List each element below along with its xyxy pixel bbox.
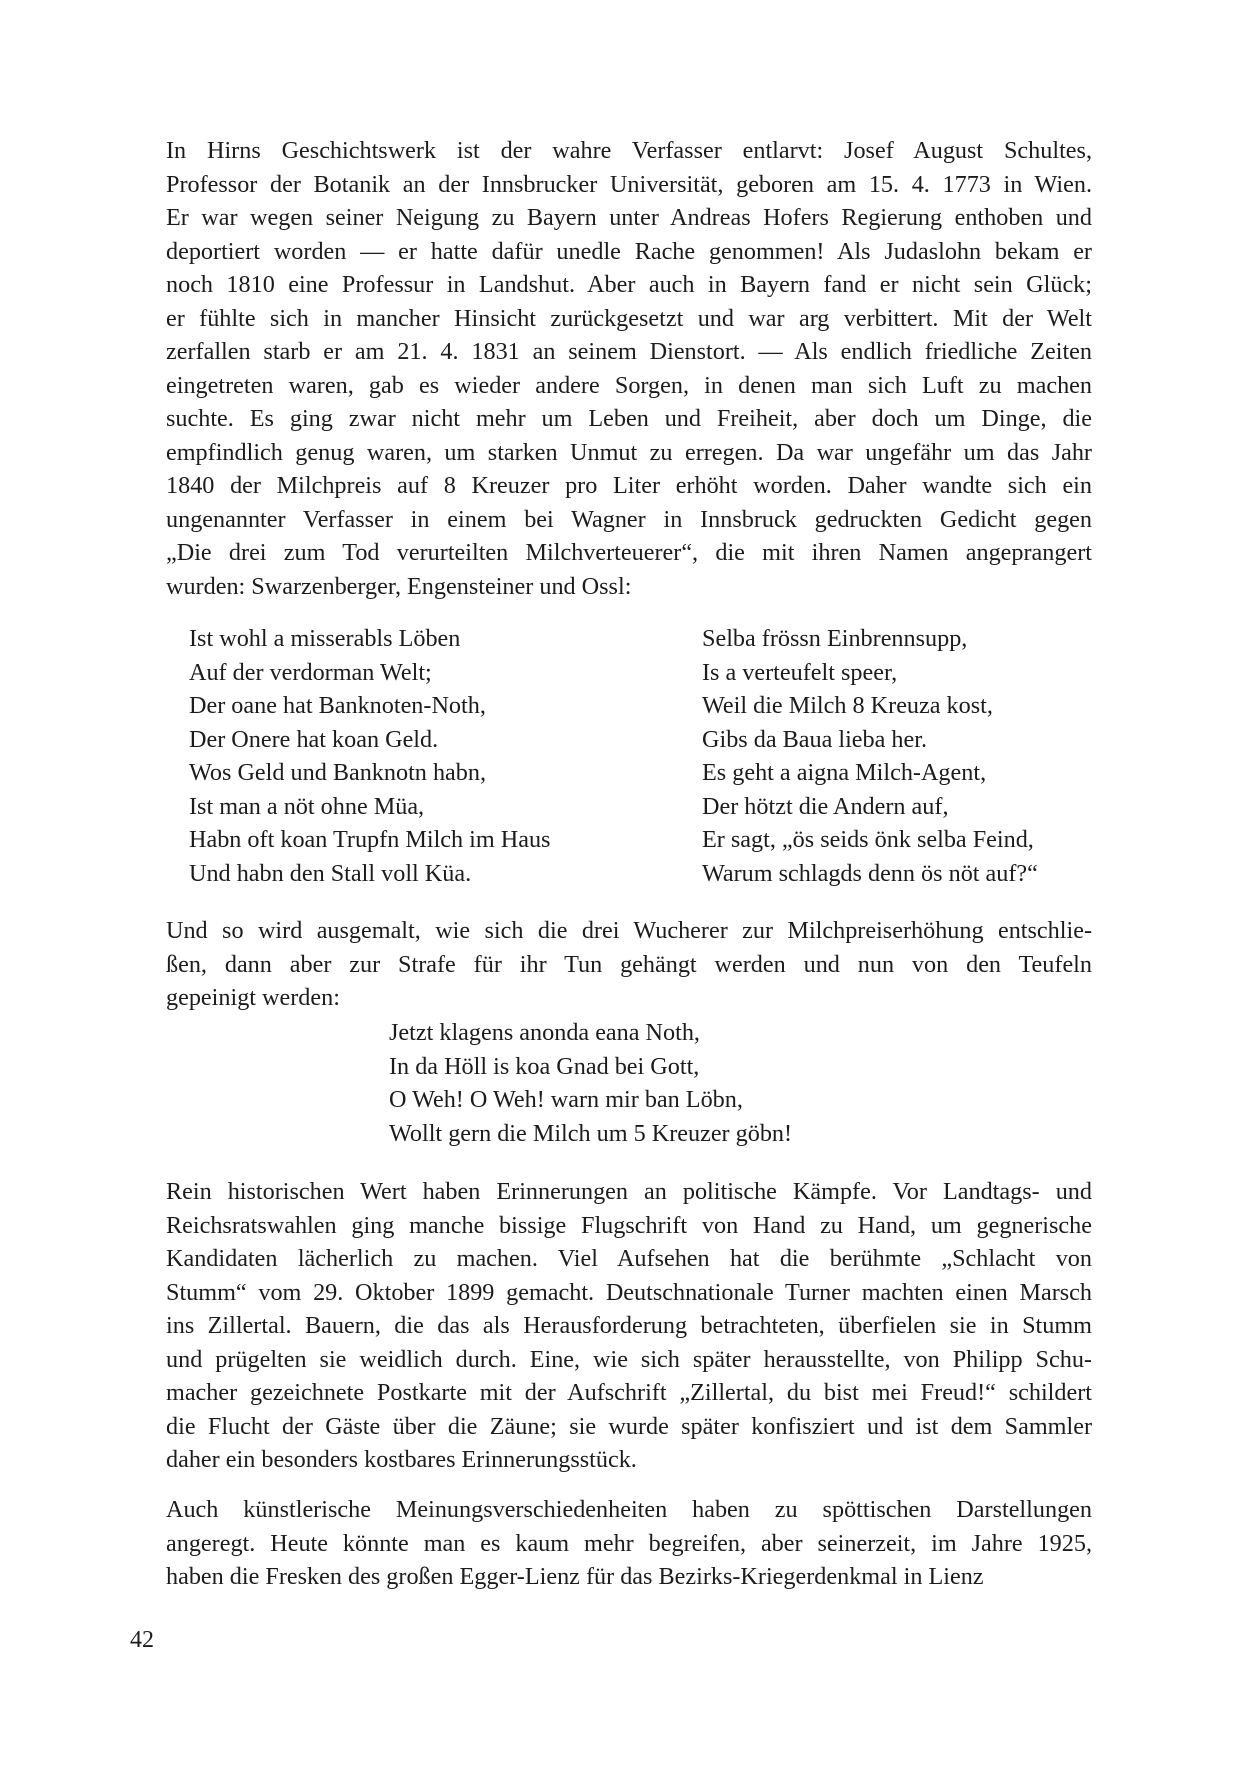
- text-line: wurden: Swarzenberger, Engensteiner und Ossl:: [166, 572, 632, 600]
- verse-line: Und habn den Stall voll Küa.: [189, 859, 472, 887]
- verse-line: O Weh! O Weh! warn mir ban Löbn,: [389, 1086, 743, 1113]
- text-line: Er war wegen seiner Neigung zu Bayern unter Andreas Hofers Regierung enthoben und: [166, 204, 1092, 231]
- verse-line: Der Onere hat koan Geld.: [189, 725, 439, 753]
- text-line: 1840 der Milchpreis auf 8 Kreuzer pro Liter erhöht worden. Daher wandte sich ein: [166, 472, 1092, 499]
- verse-line: Habn oft koan Trupfn Milch im Haus: [189, 826, 551, 853]
- verse-line: Warum schlagds denn ös nöt auf?“: [702, 859, 1038, 887]
- text-line: die Flucht der Gäste über die Zäune; sie wurde später konfisziert und ist dem Sammler: [166, 1412, 1092, 1440]
- paragraph-wucherer: [166, 914, 1092, 1015]
- verse-line: Er sagt, „ös seids önk selba Feind,: [702, 826, 1034, 853]
- text-line: Stumm“ vom 29. Oktober 1899 gemacht. Deutschnationale Turner machten einen Marsch: [166, 1278, 1092, 1306]
- page-number: 42: [130, 1627, 154, 1653]
- text-line: Und so wird ausgemalt, wie sich die drei Wucherer zur Milchpreiserhöhung entschlie-: [166, 917, 1092, 944]
- poem-left-column: [189, 622, 550, 890]
- text-line: In Hirns Geschichtswerk ist der wahre Verfasser entlarvt: Josef August Schultes,: [166, 137, 1092, 164]
- text-line: eingetreten waren, gab es wieder andere Sorgen, in denen man sich Luft zu machen: [166, 371, 1092, 399]
- text-line: daher ein besonders kostbares Erinnerungsstück.: [166, 1446, 637, 1473]
- text-line: Auch künstlerische Meinungsverschiedenheiten haben zu spöttischen Darstellungen: [166, 1496, 1092, 1523]
- verse-line: Ist wohl a misserabls Löben: [189, 625, 461, 652]
- paragraph-egger-lienz: [166, 1493, 1092, 1594]
- poem-right-column: [702, 622, 1038, 890]
- verse-line: Selba frössn Einbrennsupp,: [702, 625, 968, 652]
- text-line: empfindlich genug waren, um starken Unmut zu erregen. Da war ungefähr um das Jahr: [166, 438, 1092, 466]
- verse-line: Der hötzt die Andern auf,: [702, 792, 949, 820]
- text-line: ins Zillertal. Bauern, die das als Herausforderung betrachteten, überfielen sie in Stumm: [166, 1312, 1092, 1339]
- text-line: Reichsratswahlen ging manche bissige Flugschrift von Hand zu Hand, um gegnerische: [166, 1211, 1092, 1239]
- text-line: und prügelten sie weidlich durch. Eine, wie sich später herausstellte, von Philipp Schu-: [166, 1345, 1092, 1373]
- text-line: er fühlte sich in mancher Hinsicht zurückgesetzt und war arg verbittert. Mit der Welt: [166, 304, 1092, 332]
- verse-line: In da Höll is koa Gnad bei Gott,: [389, 1052, 700, 1080]
- text-line: Kandidaten lächerlich zu machen. Viel Aufsehen hat die berühmte „Schlacht von: [166, 1245, 1092, 1272]
- verse-line: Jetzt klagens anonda eana Noth,: [389, 1019, 700, 1046]
- text-line: ungenannter Verfasser in einem bei Wagner in Innsbruck gedruckten Gedicht gegen: [166, 505, 1092, 533]
- text-line: gepeinigt werden:: [166, 984, 340, 1011]
- text-line: suchte. Es ging zwar nicht mehr um Leben und Freiheit, aber doch um Dinge, die: [166, 405, 1092, 432]
- verse-line: Is a verteufelt speer,: [702, 658, 898, 686]
- text-line: haben die Fresken des großen Egger-Lienz für das Bezirks-Kriegerdenkmal in Lienz: [166, 1563, 984, 1590]
- text-line: ßen, dann aber zur Strafe für ihr Tun gehängt werden und nun von den Teufeln: [166, 950, 1092, 978]
- poem-center: [389, 1016, 792, 1150]
- verse-line: Auf der verdorman Welt;: [189, 658, 432, 686]
- verse-line: Gibs da Baua lieba her.: [702, 725, 928, 753]
- text-line: Professor der Botanik an der Innsbrucker Universität, geboren am 15. 4. 1773 in Wien.: [166, 170, 1092, 198]
- paragraph-schultes: [166, 134, 1092, 603]
- text-line: zerfallen starb er am 21. 4. 1831 an seinem Dienstort. — Als endlich friedliche Zeiten: [166, 338, 1092, 365]
- verse-line: Der oane hat Banknoten-Noth,: [189, 692, 486, 719]
- verse-line: Ist man a nöt ohne Müa,: [189, 792, 425, 820]
- verse-line: Weil die Milch 8 Kreuza kost,: [702, 692, 993, 719]
- paragraph-schlacht-von-stumm: [166, 1175, 1092, 1477]
- text-line: Rein historischen Wert haben Erinnerungen an politische Kämpfe. Vor Landtags- und: [166, 1178, 1092, 1205]
- text-line: noch 1810 eine Professur in Landshut. Aber auch in Bayern fand er nicht sein Glück;: [166, 271, 1092, 298]
- verse-line: Es geht a aigna Milch-Agent,: [702, 759, 987, 786]
- text-line: deportiert worden — er hatte dafür unedle Rache genommen! Als Judaslohn bekam er: [166, 237, 1092, 265]
- verse-line: Wos Geld und Banknotn habn,: [189, 759, 487, 786]
- text-line: angeregt. Heute könnte man es kaum mehr begreifen, aber seinerzeit, im Jahre 1925,: [166, 1529, 1092, 1557]
- verse-line: Wollt gern die Milch um 5 Kreuzer göbn!: [389, 1119, 793, 1147]
- text-line: „Die drei zum Tod verurteilten Milchverteuerer“, die mit ihren Namen angeprangert: [166, 539, 1092, 566]
- text-line: macher gezeichnete Postkarte mit der Aufschrift „Zillertal, du bist mei Freud!“ schildert: [166, 1379, 1092, 1406]
